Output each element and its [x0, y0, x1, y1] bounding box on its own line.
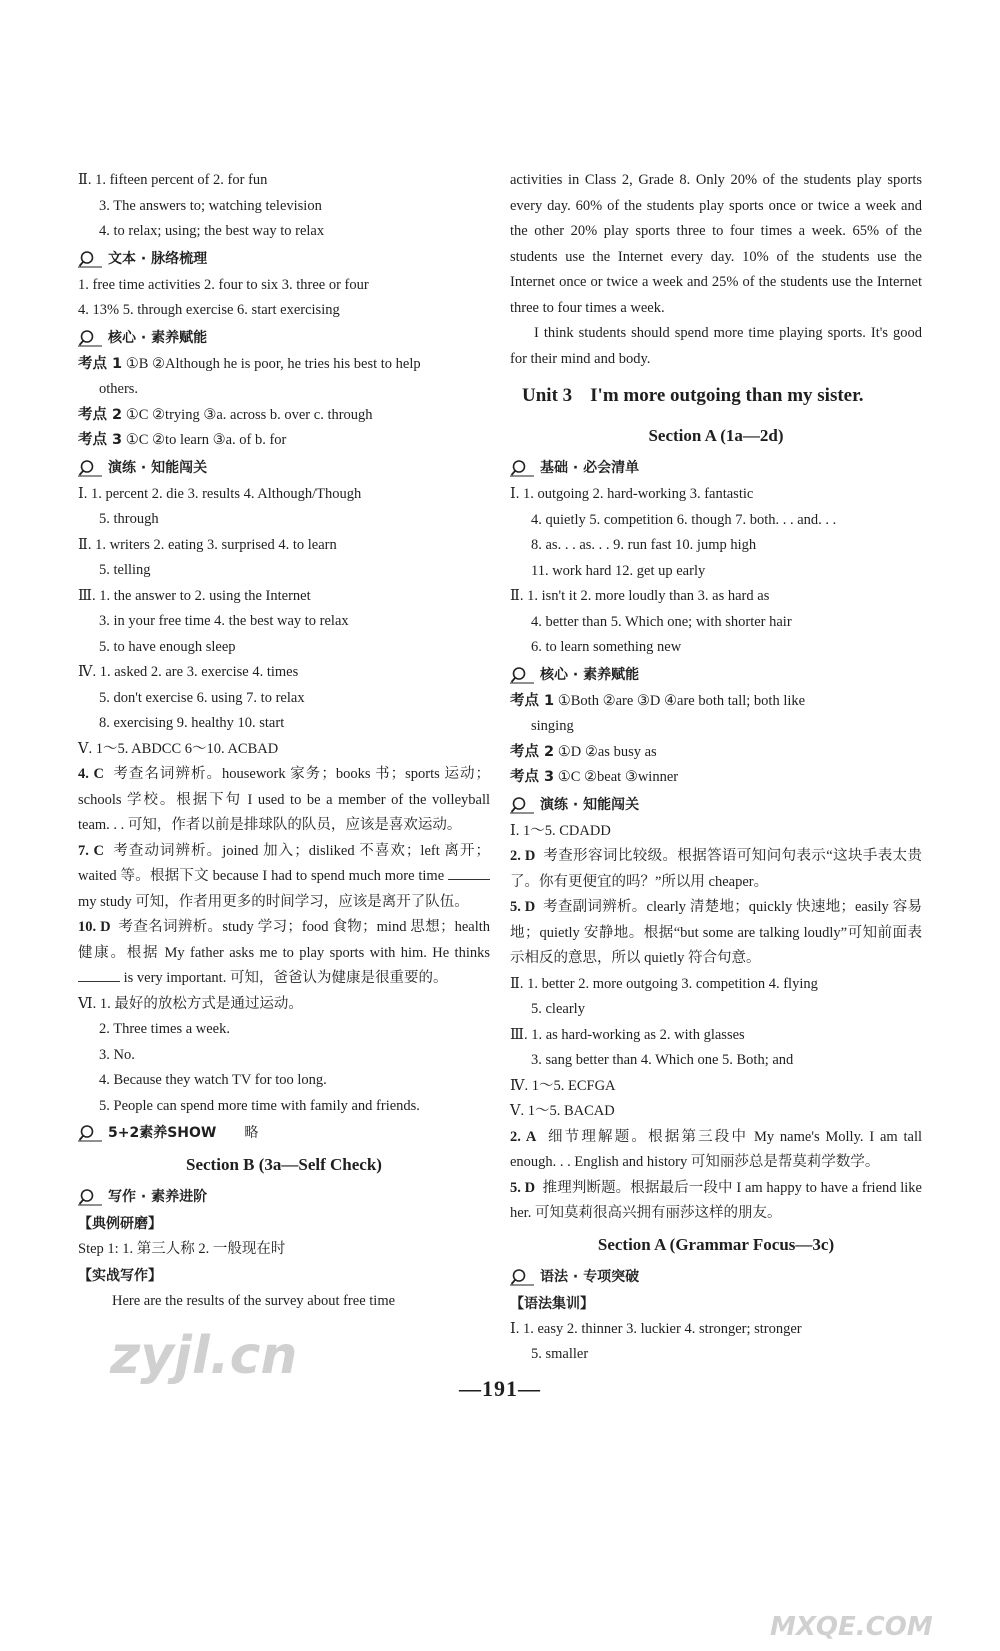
bracket-label: 【语法集训】: [510, 1295, 594, 1312]
answer-line: 2. Three times a week.: [99, 1021, 230, 1037]
section-title: Section B (3a—Self Check): [186, 1155, 382, 1174]
answer-line: Ⅱ. 1. writers 2. eating 3. surprised 4. to learn: [78, 536, 337, 553]
answer-line: 4. to relax; using; the best way to relax: [99, 223, 325, 239]
key-point-answer: ①C ②beat ③winner: [557, 769, 679, 785]
explanation-text: is very important. 可知，爸爸认为健康是很重要的。: [123, 970, 448, 986]
answer-line: 5. through: [99, 511, 159, 527]
key-point-line: [78, 352, 490, 378]
answer-line: 1. free time activities 2. four to six 3. three or four: [78, 276, 369, 293]
answer-line: 4. quietly 5. competition 6. though 7. both. . . and. . .: [531, 511, 837, 528]
answer-line: 5. People can spend more time with family and friends.: [99, 1097, 420, 1114]
answer-line: 6. to learn something new: [531, 639, 682, 655]
key-point-answer: ①C ②to learn ③a. of b. for: [125, 432, 287, 448]
magnifier-icon: [78, 329, 102, 347]
right-column: [510, 168, 922, 1368]
key-point-label: 考点 1: [78, 355, 123, 372]
key-point-line: [510, 689, 922, 715]
answer-line: 5. smaller: [531, 1346, 589, 1362]
answer-line: Ⅲ. 1. the answer to 2. using the Internet: [78, 587, 311, 604]
answer-line: Ⅰ. 1. percent 2. die 3. results 4. Although/Though: [78, 485, 362, 502]
explanation-text: 推理判断题。根据最后一段中 I am happy to have a friend like her. 可知莫莉很高兴拥有丽莎这样的朋友。: [510, 1179, 922, 1221]
answer-line: Ⅵ. 1. 最好的放松方式是通过运动。: [78, 995, 303, 1012]
explanation: [510, 895, 922, 972]
writing-text: Here are the results of the survey about free time: [112, 1292, 396, 1309]
explanation-text: 细节理解题。根据第三段中 My name's Molly. I am tall enough. . . English and history 可知丽莎总是帮莫莉学数学。: [510, 1128, 923, 1170]
section-header-label: 写作 · 素养进阶: [108, 1189, 208, 1205]
section-header-label: 演练 · 知能闯关: [108, 459, 208, 476]
bracket-label: 【典例研磨】: [78, 1216, 162, 1232]
answer-line: Ⅱ. 1. better 2. more outgoing 3. competition 4. flying: [510, 975, 818, 992]
question-number: 5. D: [510, 1179, 536, 1196]
question-number: 2. D: [510, 848, 536, 864]
question-number: 7. C: [78, 842, 105, 859]
explanation-text: 考查形容词比较级。根据答语可知问句表示“这块手表太贵了。你有更便宜的吗？”所以用 cheaper。: [510, 848, 922, 890]
key-point-label: 考点 2: [510, 743, 555, 760]
answer-line: 11. work hard 12. get up early: [531, 562, 706, 579]
question-number: 5. D: [510, 899, 536, 915]
explanation: [510, 844, 922, 895]
answer-line: 3. No.: [99, 1046, 135, 1063]
key-point-label: 考点 3: [510, 769, 555, 785]
magnifier-icon: [78, 1188, 102, 1206]
answer-line: 3. sang better than 4. Which one 5. Both; and: [531, 1052, 794, 1068]
writing-text: I think students should spend more time playing sports. It's good for their mind and body.: [510, 325, 922, 367]
section-title: Section A (Grammar Focus—3c): [597, 1234, 835, 1254]
unit-title: [510, 376, 922, 416]
key-point-answer: ①B ②Although he is poor, he tries his best to help: [125, 355, 421, 372]
answer-line: 4. better than 5. Which one; with shorter hair: [531, 613, 792, 630]
key-point-answer: ①C ②trying ③a. across b. over c. through: [125, 406, 373, 423]
unit-name: I'm more outgoing than my sister.: [590, 385, 864, 406]
unit-label: Unit 3: [522, 385, 573, 406]
section-header: [78, 245, 490, 273]
answer-line: Step 1: 1. 第三人称 2. 一般现在时: [78, 1241, 286, 1257]
magnifier-icon: [510, 459, 534, 477]
section-header: [510, 1263, 922, 1291]
explanation: [78, 762, 490, 839]
answer-line: Ⅲ. 1. as hard-working as 2. with glasses: [510, 1026, 745, 1043]
answer-line: 5. clearly: [531, 1001, 585, 1017]
explanation-text: 考查名词辨析。study 学习；food 食物；mind 思想；health 健康。根据 My father asks me to play sports with him. He thinks: [78, 919, 491, 961]
section-header: [78, 454, 490, 482]
key-point-line: [510, 765, 922, 791]
writing-text: activities in Class 2, Grade 8. Only 20% of the students play sports every day. 60% of the students play sports once or twice a week and the other 20% play sports three to four times a week. 65% of the students use the Internet every day. 10% of the students use the Internet once or twice a week and 25% of the students use the Internet three to four times a week.: [510, 172, 922, 316]
explanation: [510, 1125, 922, 1176]
key-point-answer: ①D ②as busy as: [557, 743, 657, 760]
key-point-line: [510, 740, 922, 766]
magnifier-icon: [78, 250, 102, 268]
section-header-label: 基础 · 必会清单: [540, 460, 640, 476]
explanation-text: 考查副词辨析。clearly 清楚地；quickly 快速地；easily 容易地；quietly 安静地。根据“but some are talking loudly”可知前面表示相反的意思，所以 quietly 符合句意。: [510, 899, 922, 966]
answer-line: 5. telling: [99, 562, 151, 578]
key-point-label: 考点 1: [510, 692, 555, 709]
answer-line: Ⅰ. 1. easy 2. thinner 3. luckier 4. stronger; stronger: [510, 1320, 802, 1337]
section-header-label: 文本 · 脉络梳理: [108, 250, 208, 267]
question-number: 2. A: [510, 1128, 537, 1145]
section-header: [510, 791, 922, 819]
explanation: [510, 1176, 922, 1227]
page-number: —191—: [459, 1376, 541, 1401]
answer-line: Ⅴ. 1～5. ABDCC 6～10. ACBAD: [78, 740, 279, 757]
question-number: 10. D: [78, 919, 111, 935]
answer-line: 3. The answers to; watching television: [99, 197, 322, 214]
answer-line: 3. in your free time 4. the best way to relax: [99, 613, 349, 629]
answer-line: Ⅰ. 1. outgoing 2. hard-working 3. fantastic: [510, 486, 754, 502]
key-point-line: [78, 428, 490, 454]
left-column: [78, 168, 490, 1314]
answer-line: Ⅴ. 1～5. BACAD: [510, 1103, 615, 1119]
explanation: [78, 839, 490, 916]
magnifier-icon: [78, 459, 102, 477]
watermark: MXQE.COM: [770, 1612, 933, 1642]
answer-line: 4. Because they watch TV for too long.: [99, 1072, 327, 1088]
answer-line: Ⅳ. 1～5. ECFGA: [510, 1077, 616, 1094]
answer-line: 4. 13% 5. through exercise 6. start exercising: [78, 302, 340, 318]
section-header: [510, 661, 922, 689]
explanation-text: 考查名词辨析。housework 家务；books 书；sports 运动；schools 学校。根据下句 I used to be a member of the volleyball team. . . 可知，作者以前是排球队的队员，应该是喜欢运动。: [78, 766, 490, 833]
explanation-text: my study 可知，作者用更多的时间学习，应该是离开了队伍。: [78, 893, 469, 910]
key-point-line: others.: [99, 381, 139, 397]
section-title: Section A (1a—2d): [648, 426, 784, 445]
key-point-label: 考点 2: [78, 406, 123, 423]
magnifier-icon: [510, 666, 534, 684]
section-header-label: 语法 · 专项突破: [540, 1268, 640, 1285]
section-header-label: 5+2素养SHOW: [108, 1125, 217, 1141]
key-point-line: [78, 403, 490, 429]
section-header: [78, 324, 490, 352]
blank-underline: [78, 969, 120, 982]
answer-line: 8. as. . . as. . . 9. run fast 10. jump high: [531, 537, 757, 553]
magnifier-icon: [510, 796, 534, 814]
key-point-answer: ①Both ②are ③D ④are both tall; both like: [557, 692, 806, 709]
section-header-label: 核心 · 素养赋能: [540, 666, 640, 683]
section-header: [78, 1119, 490, 1147]
explanation-text: 考查动词辨析。joined 加入；disliked 不喜欢；left 离开；waited 等。根据下文 because I had to spend much more time: [78, 842, 490, 884]
answer-line: Ⅱ. 1. fifteen percent of 2. for fun: [78, 172, 268, 188]
question-number: 4. C: [78, 766, 104, 782]
blank-underline: [448, 867, 490, 880]
magnifier-icon: [78, 1124, 102, 1142]
magnifier-icon: [510, 1268, 534, 1286]
section-header-label: 核心 · 素养赋能: [108, 329, 208, 346]
section-header: [78, 1183, 490, 1211]
section-header-label: 演练 · 知能闯关: [540, 796, 640, 813]
answer-line: Ⅳ. 1. asked 2. are 3. exercise 4. times: [78, 664, 299, 680]
section-header: [510, 454, 922, 482]
answer-line: 8. exercising 9. healthy 10. start: [99, 715, 285, 731]
watermark: zyjl.cn: [110, 1326, 298, 1386]
answer-line: Ⅱ. 1. isn't it 2. more loudly than 3. as hard as: [510, 588, 770, 604]
answer-line: Ⅰ. 1～5. CDADD: [510, 822, 611, 839]
section-header-note: 略: [244, 1125, 259, 1141]
answer-line: 5. don't exercise 6. using 7. to relax: [99, 689, 305, 706]
bracket-label: 【实战写作】: [78, 1267, 162, 1284]
answer-line: 5. to have enough sleep: [99, 638, 236, 655]
explanation: [78, 915, 490, 992]
key-point-label: 考点 3: [78, 432, 123, 448]
key-point-line: singing: [531, 718, 574, 734]
